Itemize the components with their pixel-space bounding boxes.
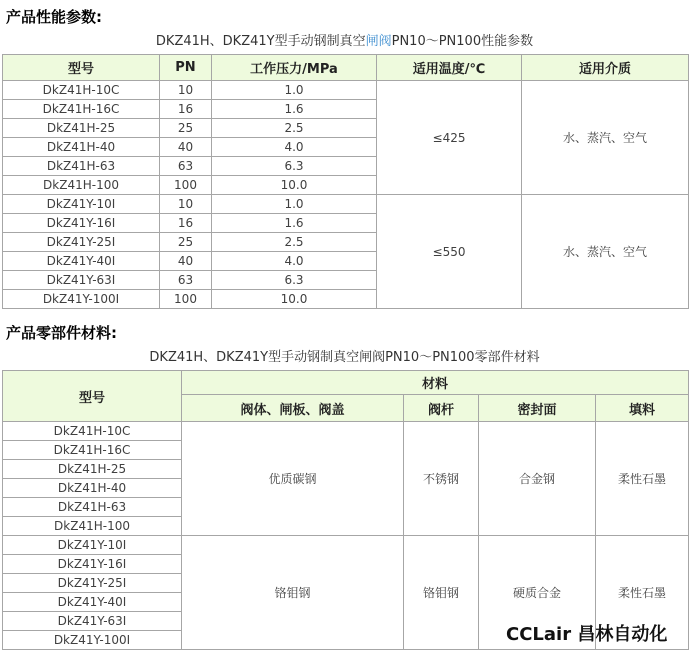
pn-cell: 16 bbox=[160, 100, 212, 119]
medium-cell: 水、蒸汽、空气 bbox=[522, 81, 689, 195]
model-cell: DkZ41H-25 bbox=[3, 460, 182, 479]
header-seal-face: 密封面 bbox=[479, 395, 596, 422]
model-cell: DkZ41H-10C bbox=[3, 81, 160, 100]
temperature-cell: ≤550 bbox=[377, 195, 522, 309]
pressure-cell: 4.0 bbox=[212, 138, 377, 157]
seal-material-cell: 硬质合金 bbox=[479, 536, 596, 650]
pn-cell: 40 bbox=[160, 138, 212, 157]
model-cell: DkZ41H-100 bbox=[3, 517, 182, 536]
pressure-cell: 2.5 bbox=[212, 119, 377, 138]
table-row bbox=[3, 195, 689, 214]
table-row bbox=[3, 81, 689, 100]
model-cell: DkZ41Y-100I bbox=[3, 631, 182, 650]
pressure-cell: 2.5 bbox=[212, 233, 377, 252]
model-cell: DkZ41H-16C bbox=[3, 100, 160, 119]
materials-table-caption: DKZ41H、DKZ41Y型手动钢制真空闸阀PN10～PN100零部件材料 bbox=[149, 350, 540, 365]
header-body-gate-bonnet: 阀体、闸板、阀盖 bbox=[182, 395, 404, 422]
header-stem: 阀杆 bbox=[404, 395, 479, 422]
model-cell: DkZ41Y-40I bbox=[3, 593, 182, 612]
table-row bbox=[3, 422, 689, 441]
pn-cell: 100 bbox=[160, 290, 212, 309]
pressure-cell: 1.0 bbox=[212, 81, 377, 100]
medium-cell: 水、蒸汽、空气 bbox=[522, 195, 689, 309]
model-cell: DkZ41Y-40I bbox=[3, 252, 160, 271]
body-material-cell: 优质碳钢 bbox=[182, 422, 404, 536]
pressure-cell: 4.0 bbox=[212, 252, 377, 271]
model-cell: DkZ41Y-10I bbox=[3, 195, 160, 214]
pressure-cell: 6.3 bbox=[212, 157, 377, 176]
model-cell: DkZ41H-100 bbox=[3, 176, 160, 195]
header-medium: 适用介质 bbox=[522, 55, 689, 81]
materials-header-row-top bbox=[3, 371, 689, 395]
stem-material-cell: 铬钼钢 bbox=[404, 536, 479, 650]
header-temperature: 适用温度/℃ bbox=[377, 55, 522, 81]
gate-valve-link[interactable]: 闸阀 bbox=[365, 34, 392, 49]
performance-table bbox=[2, 54, 689, 309]
model-cell: DkZ41H-10C bbox=[3, 422, 182, 441]
model-cell: DkZ41H-25 bbox=[3, 119, 160, 138]
model-cell: DkZ41H-40 bbox=[3, 138, 160, 157]
pressure-cell: 1.6 bbox=[212, 100, 377, 119]
temperature-cell: ≤425 bbox=[377, 81, 522, 195]
model-cell: DkZ41H-63 bbox=[3, 157, 160, 176]
model-cell: DkZ41Y-16I bbox=[3, 214, 160, 233]
model-cell: DkZ41H-16C bbox=[3, 441, 182, 460]
model-cell: DkZ41Y-25I bbox=[3, 574, 182, 593]
brand-watermark: CCLair 昌林自动化 bbox=[506, 624, 668, 645]
stem-material-cell: 不锈钢 bbox=[404, 422, 479, 536]
header-packing: 填料 bbox=[596, 395, 689, 422]
header-material: 材料 bbox=[182, 371, 689, 395]
pressure-cell: 10.0 bbox=[212, 290, 377, 309]
header-model: 型号 bbox=[3, 55, 160, 81]
pressure-cell: 6.3 bbox=[212, 271, 377, 290]
model-cell: DkZ41Y-16I bbox=[3, 555, 182, 574]
model-cell: DkZ41H-63 bbox=[3, 498, 182, 517]
pn-cell: 16 bbox=[160, 214, 212, 233]
body-material-cell: 铬钼钢 bbox=[182, 536, 404, 650]
model-cell: DkZ41Y-63I bbox=[3, 612, 182, 631]
pressure-cell: 1.0 bbox=[212, 195, 377, 214]
model-cell: DkZ41Y-10I bbox=[3, 536, 182, 555]
model-cell: DkZ41Y-25I bbox=[3, 233, 160, 252]
pn-cell: 40 bbox=[160, 252, 212, 271]
seal-material-cell: 合金钢 bbox=[479, 422, 596, 536]
caption-text-pre: DKZ41H、DKZ41Y型手动钢制真空 bbox=[155, 34, 366, 49]
performance-header-row bbox=[3, 55, 689, 81]
header-model: 型号 bbox=[3, 371, 182, 422]
pn-cell: 63 bbox=[160, 271, 212, 290]
table-row bbox=[3, 536, 689, 555]
packing-material-cell: 柔性石墨 bbox=[596, 422, 689, 536]
materials-section-heading: 产品零部件材料: bbox=[6, 324, 117, 342]
pressure-cell: 10.0 bbox=[212, 176, 377, 195]
header-pressure: 工作压力/MPa bbox=[212, 55, 377, 81]
packing-material-cell: 柔性石墨 bbox=[596, 536, 689, 650]
performance-section-heading: 产品性能参数: bbox=[6, 8, 102, 26]
caption-text-post: PN10～PN100性能参数 bbox=[391, 34, 534, 49]
pn-cell: 10 bbox=[160, 195, 212, 214]
pn-cell: 100 bbox=[160, 176, 212, 195]
model-cell: DkZ41H-40 bbox=[3, 479, 182, 498]
pn-cell: 25 bbox=[160, 119, 212, 138]
pn-cell: 25 bbox=[160, 233, 212, 252]
performance-table-caption bbox=[0, 33, 689, 50]
pressure-cell: 1.6 bbox=[212, 214, 377, 233]
materials-table bbox=[2, 370, 689, 650]
pn-cell: 63 bbox=[160, 157, 212, 176]
model-cell: DkZ41Y-100I bbox=[3, 290, 160, 309]
header-pn: PN bbox=[160, 55, 212, 81]
model-cell: DkZ41Y-63I bbox=[3, 271, 160, 290]
pn-cell: 10 bbox=[160, 81, 212, 100]
